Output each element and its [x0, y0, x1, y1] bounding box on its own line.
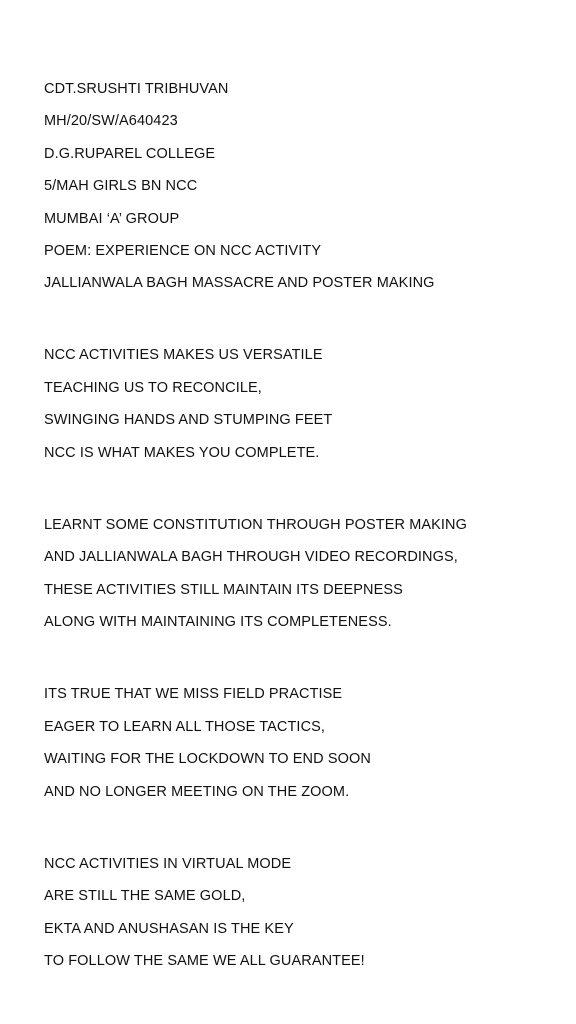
document-page — [44, 79, 564, 971]
cadet-name: CDT.SRUSHTI TRIBHUVAN — [44, 81, 229, 97]
poem-line: ARE STILL THE SAME GOLD, — [44, 888, 246, 905]
poem-line: NCC ACTIVITIES MAKES US VERSATILE — [44, 347, 323, 364]
poem-line: ITS TRUE THAT WE MISS FIELD PRACTISE — [44, 686, 343, 703]
poem-line: NCC IS WHAT MAKES YOU COMPLETE. — [44, 444, 320, 461]
poem-line: WAITING FOR THE LOCKDOWN TO END SOON — [44, 751, 371, 768]
poem-line: TO FOLLOW THE SAME WE ALL GUARANTEE! — [44, 953, 365, 970]
poem-subtitle: JALLIANWALA BAGH MASSACRE AND POSTER MAKING — [44, 275, 435, 292]
poem-line: AND JALLIANWALA BAGH THROUGH VIDEO RECORDINGS, — [44, 549, 458, 566]
registration-number: MH/20/SW/A640423 — [44, 113, 178, 130]
poem-line: ALONG WITH MAINTAINING ITS COMPLETENESS. — [44, 614, 392, 631]
group-name: MUMBAI ‘A’ GROUP — [44, 210, 180, 227]
college-name: D.G.RUPAREL COLLEGE — [44, 145, 216, 162]
poem-line: NCC ACTIVITIES IN VIRTUAL MODE — [44, 855, 292, 872]
poem-line: SWINGING HANDS AND STUMPING FEET — [44, 412, 333, 429]
stanza-2 — [44, 515, 564, 633]
poem-title: POEM: EXPERIENCE ON NCC ACTIVITY — [44, 242, 322, 259]
stanza-1 — [44, 345, 564, 463]
poem-line: EAGER TO LEARN ALL THOSE TACTICS, — [44, 718, 326, 735]
poem-line: EKTA AND ANUSHASAN IS THE KEY — [44, 920, 294, 937]
poem-line: AND NO LONGER MEETING ON THE ZOOM. — [44, 783, 350, 800]
poem-line: LEARNT SOME CONSTITUTION THROUGH POSTER MAKING — [44, 516, 467, 533]
poem-line: TEACHING US TO RECONCILE, — [44, 379, 262, 396]
stanza-3 — [44, 684, 564, 802]
stanza-4 — [44, 854, 564, 972]
author-header — [44, 79, 564, 293]
poem-line: THESE ACTIVITIES STILL MAINTAIN ITS DEEPNESS — [44, 581, 403, 598]
battalion-unit: 5/MAH GIRLS BN NCC — [44, 178, 198, 195]
